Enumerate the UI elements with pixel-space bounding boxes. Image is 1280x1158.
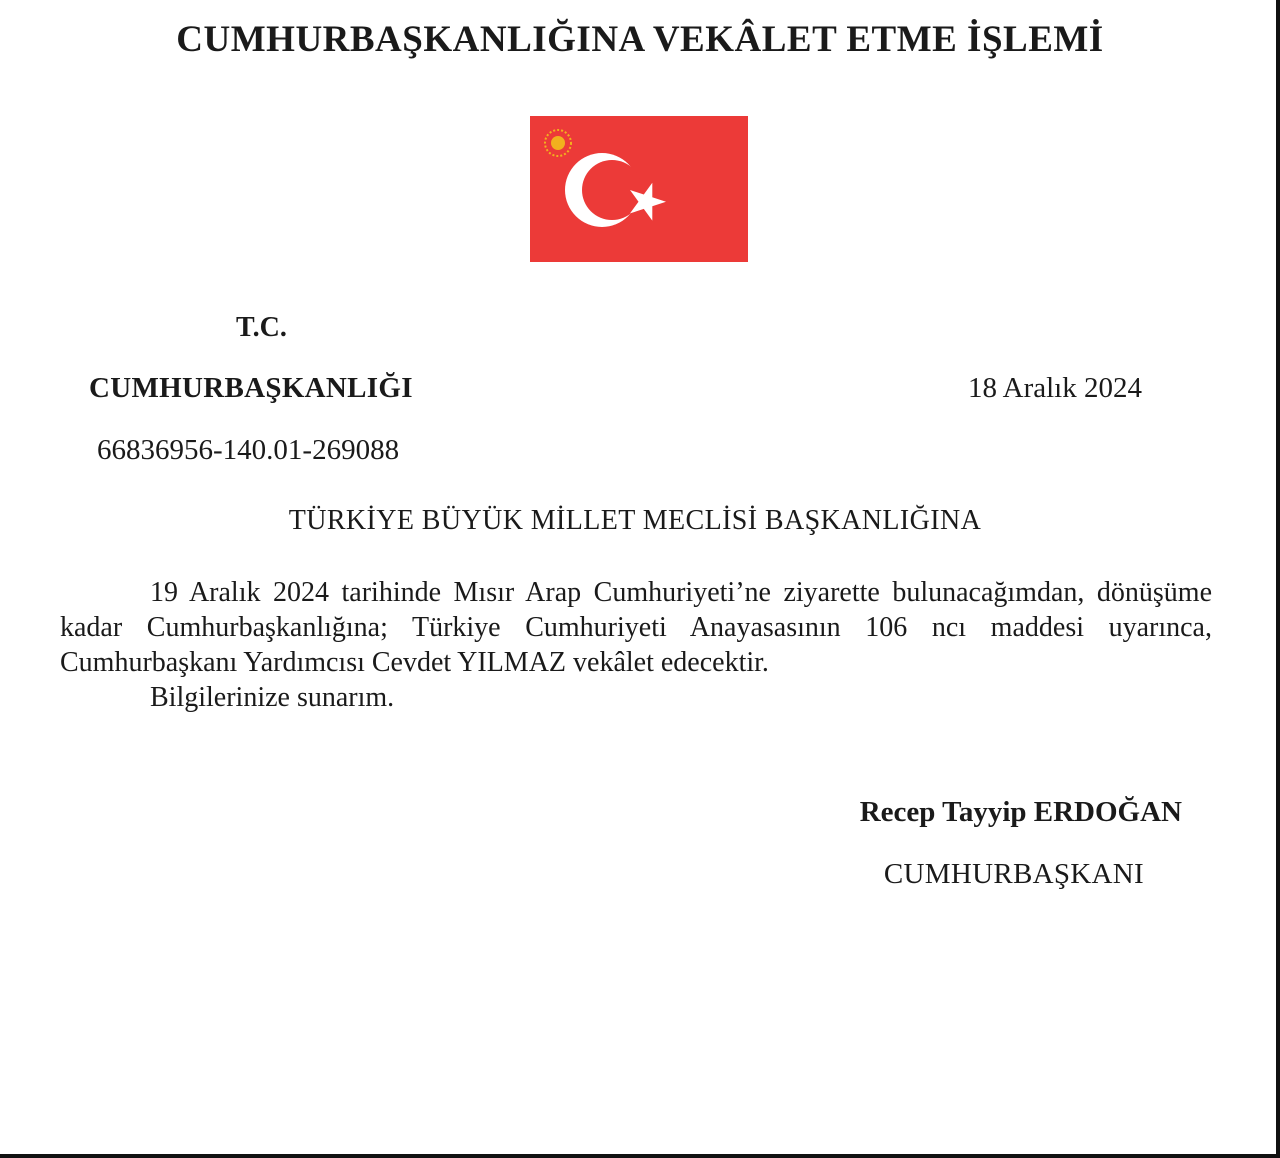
addressee: TÜRKİYE BÜYÜK MİLLET MECLİSİ BAŞKANLIĞINA: [288, 505, 982, 536]
turkish-flag-icon: [530, 116, 748, 262]
signer-title: CUMHURBAŞKANI: [883, 858, 1144, 890]
document-title: CUMHURBAŞKANLIĞINA VEKÂLET ETME İŞLEMİ: [176, 19, 1104, 60]
closing-line: Bilgilerinize sunarım.: [150, 682, 395, 713]
signer-name: Recep Tayyip ERDOĞAN: [859, 796, 1182, 828]
reference-number: 66836956-140.01-269088: [97, 434, 400, 466]
body-paragraph: 19 Aralık 2024 tarihinde Mısır Arap Cumhuriyeti’ne ziyarette bulunacağımdan, dönüşüme kadar Cumhurbaşkanlığına; Türkiye Cumhuriyeti Anayasasının 106 ncı maddesi uyarınca, Cumhurbaşkanı Yardımcısı Cevdet YILMAZ vekâlet edecektir.: [60, 577, 1212, 678]
document-date: 18 Aralık 2024: [968, 372, 1142, 404]
body-paragraph-container: [60, 575, 1212, 680]
tc-abbreviation: T.C.: [236, 312, 287, 343]
institution-name: CUMHURBAŞKANLIĞI: [89, 372, 413, 404]
